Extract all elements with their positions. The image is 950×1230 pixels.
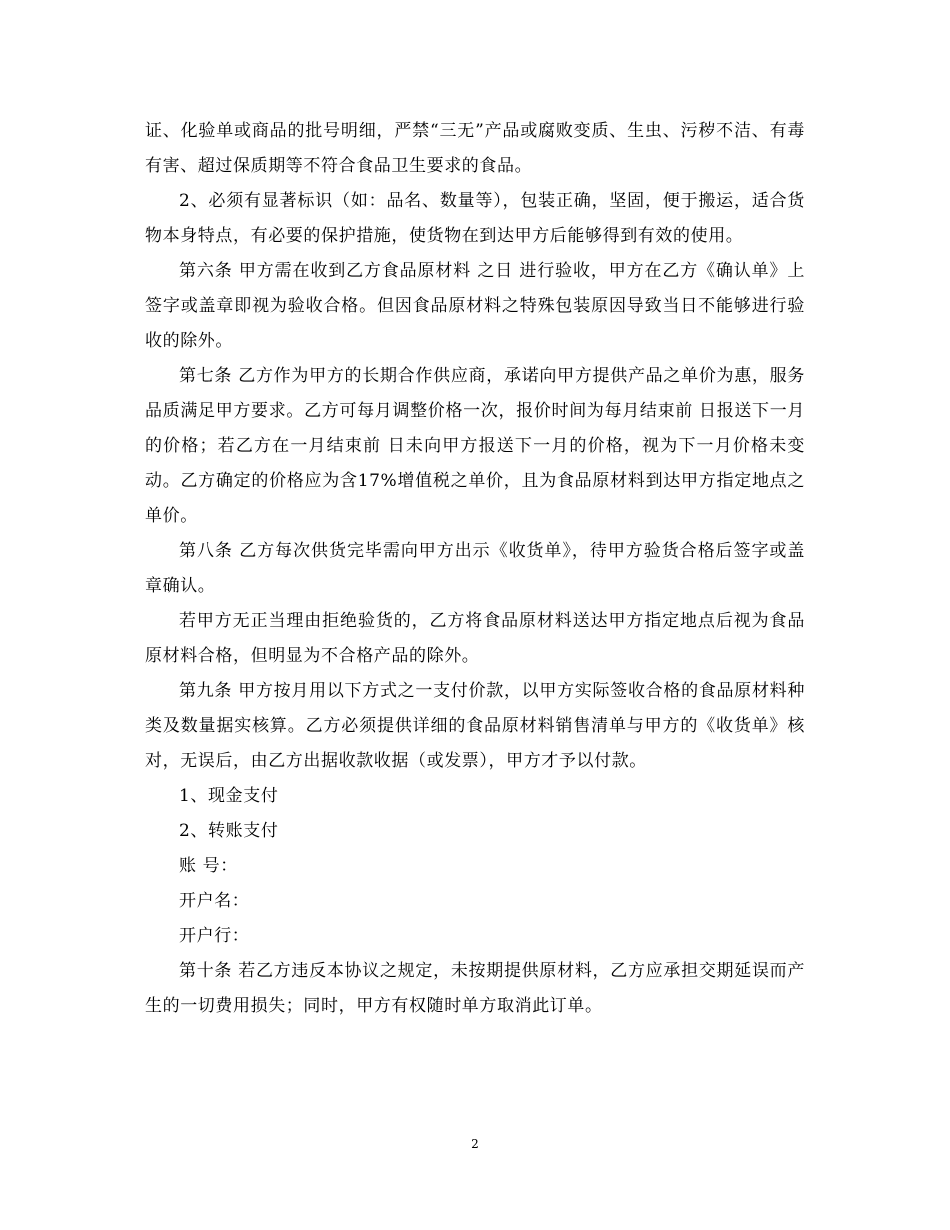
field-bank-name: 开户行：: [179, 926, 250, 946]
document-body: [145, 114, 805, 1024]
list-item-transfer-payment: 2、转账支付: [179, 821, 279, 841]
field-account-name: 开户名：: [179, 891, 250, 911]
paragraph-food-requirements: 证、化验单或商品的批号明细，严禁“三无”产品或腐败变质、生虫、污秽不洁、有毒有害、超过保质期等不符合食品卫生要求的食品。: [145, 121, 805, 176]
paragraph-article-9: 第九条 甲方按月用以下方式之一支付价款，以甲方实际签收合格的食品原材料种类及数量据实核算。乙方必须提供详细的食品原材料销售清单与甲方的《收货单》核对，无误后，由乙方出据收款收据（或发票），甲方才予以付款。: [145, 681, 805, 771]
paragraph-article-7: 第七条 乙方作为甲方的长期合作供应商，承诺向甲方提供产品之单价为惠，服务品质满足甲方要求。乙方可每月调整价格一次，报价时间为每月结束前 日报送下一月的价格；若乙方在一月结束前 日未向甲方报送下一月的价格，视为下一月价格未变动。乙方确定的价格应为含17%增值税之单价，且为食品原材料到达甲方指定地点之单价。: [145, 366, 805, 526]
list-item-cash-payment: 1、现金支付: [179, 786, 279, 806]
paragraph-article-10: 第十条 若乙方违反本协议之规定，未按期提供原材料，乙方应承担交期延误而产生的一切费用损失；同时，甲方有权随时单方取消此订单。: [145, 961, 805, 1016]
paragraph-labeling-packaging: 2、必须有显著标识（如：品名、数量等），包装正确，坚固，便于搬运，适合货物本身特点，有必要的保护措施，使货物在到达甲方后能够得到有效的使用。: [145, 191, 805, 246]
paragraph-article-6: 第六条 甲方需在收到乙方食品原材料 之日 进行验收，甲方在乙方《确认单》上签字或盖章即视为验收合格。但因食品原材料之特殊包装原因导致当日不能够进行验收的除外。: [145, 261, 805, 351]
paragraph-article-8: 第八条 乙方每次供货完毕需向甲方出示《收货单》，待甲方验货合格后签字或盖章确认。: [145, 541, 805, 596]
paragraph-refusal-inspection: 若甲方无正当理由拒绝验货的，乙方将食品原材料送达甲方指定地点后视为食品原材料合格，但明显为不合格产品的除外。: [145, 611, 805, 666]
field-account-number: 账 号：: [179, 856, 238, 876]
page-number: 2: [471, 1137, 479, 1151]
